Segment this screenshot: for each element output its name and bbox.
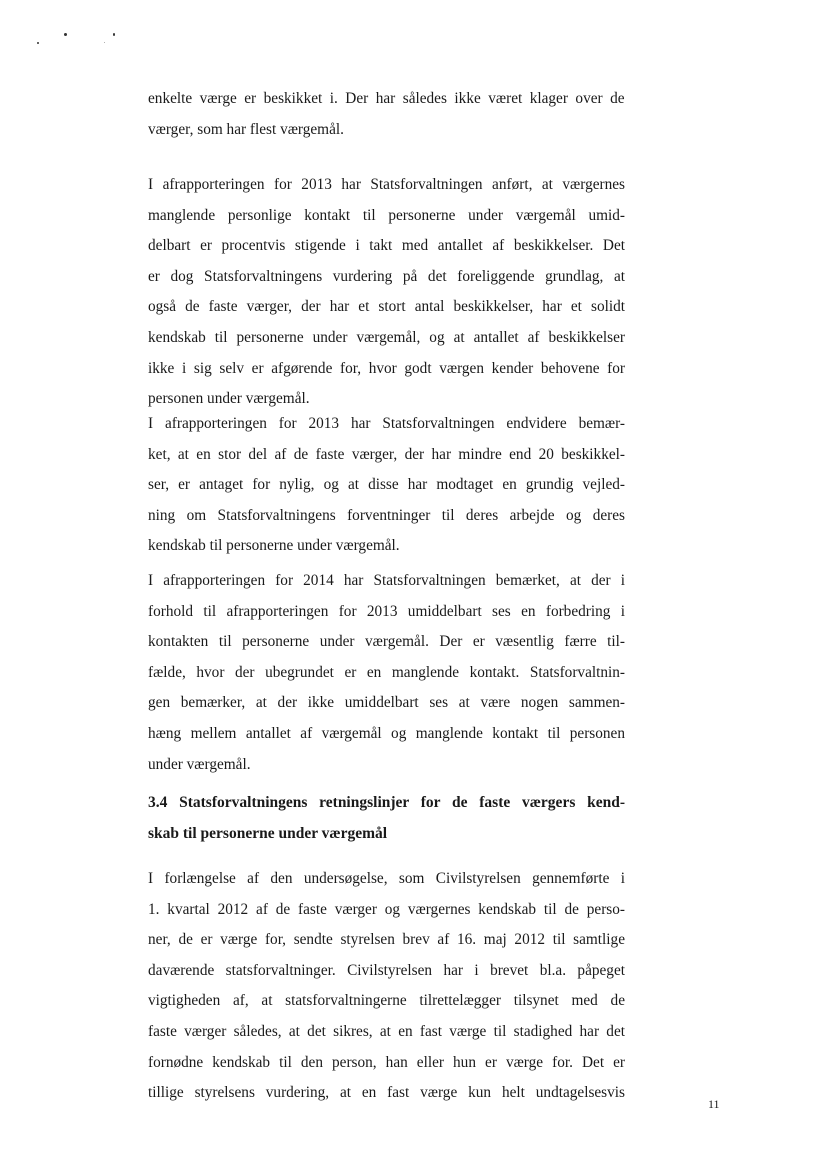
text-line: vigtigheden af, at statsforvaltningerne tilrettelægger tilsynet med de <box>148 992 625 1010</box>
text-line: ner, de er værge for, sendte styrelsen brev af 16. maj 2012 til samtlige <box>148 931 625 949</box>
text-line: daværende statsforvaltninger. Civilstyrelsen har i brevet bl.a. påpeget <box>148 961 625 979</box>
text-line: enkelte værge er beskikket i. Der har således ikke været klager over de <box>148 90 625 107</box>
text-line: værger, som har flest værgemål. <box>148 120 344 138</box>
text-line: ket, at en stor del af de faste værger, der har mindre end 20 beskikkel- <box>148 445 625 463</box>
scan-speck <box>64 33 67 36</box>
text-line: personen under værgemål. <box>148 390 310 408</box>
heading-line: 3.4 Statsforvaltningens retningslinjer for de faste værgers kend- <box>148 794 625 811</box>
text-line: under værgemål. <box>148 755 251 773</box>
text-line: tillige styrelsens vurdering, at en fast værge kun helt undtagelsesvis <box>148 1084 625 1102</box>
text-line: kendskab til personerne under værgemål. <box>148 537 400 555</box>
paragraph <box>148 409 625 562</box>
page-number: 11 <box>708 1097 720 1111</box>
text-line: kontakten til personerne under værgemål. Der er væsentlig færre til- <box>148 633 625 651</box>
text-line: er dog Statsforvaltningens vurdering på det foreliggende grundlag, at <box>148 267 625 285</box>
scan-speck <box>37 42 39 44</box>
text-line: manglende personlige kontakt til personerne under værgemål umid- <box>148 206 625 224</box>
text-line: ikke i sig selv er afgørende for, hvor godt værgen kender behovene for <box>148 359 625 377</box>
scan-speck <box>104 42 105 43</box>
text-line: gen bemærker, at der ikke umiddelbart ses at være nogen sammen- <box>148 694 625 712</box>
text-line: fælde, hvor der ubegrundet er en manglende kontakt. Statsforvaltnin- <box>148 663 625 681</box>
text-line: også de faste værger, der har et stort antal beskikkelser, har et solidt <box>148 298 625 316</box>
text-line: delbart er procentvis stigende i takt med antallet af beskikkelser. Det <box>148 237 625 255</box>
text-line: fornødne kendskab til den person, han eller hun er værge for. Det er <box>148 1053 625 1071</box>
section-heading <box>148 788 625 849</box>
scan-speck <box>113 33 115 36</box>
text-line: 1. kvartal 2012 af de faste værger og værgernes kendskab til de perso- <box>148 900 625 918</box>
paragraph <box>148 170 625 415</box>
text-line: kendskab til personerne under værgemål, og at antallet af beskikkelser <box>148 328 625 346</box>
text-line: ser, er antaget for nylig, og at disse har modtaget en grundig vejled- <box>148 476 625 494</box>
text-line: ning om Statsforvaltningens forventninger til deres arbejde og deres <box>148 506 625 524</box>
text-line: forhold til afrapporteringen for 2013 umiddelbart ses en forbedring i <box>148 602 625 620</box>
text-line: hæng mellem antallet af værgemål og manglende kontakt til personen <box>148 724 625 742</box>
text-line: I afrapporteringen for 2013 har Statsforvaltningen endvidere bemær- <box>148 415 625 432</box>
text-line: faste værger således, at det sikres, at en fast værge til stadighed har det <box>148 1022 625 1040</box>
paragraph <box>148 566 625 780</box>
heading-line: skab til personerne under værgemål <box>148 824 388 842</box>
paragraph <box>148 864 625 1109</box>
text-line: I afrapporteringen for 2013 har Statsforvaltningen anført, at værgernes <box>148 176 625 193</box>
paragraph <box>148 84 625 145</box>
text-line: I forlængelse af den undersøgelse, som Civilstyrelsen gennemførte i <box>148 870 625 887</box>
text-line: I afrapporteringen for 2014 har Statsforvaltningen bemærket, at der i <box>148 572 625 589</box>
